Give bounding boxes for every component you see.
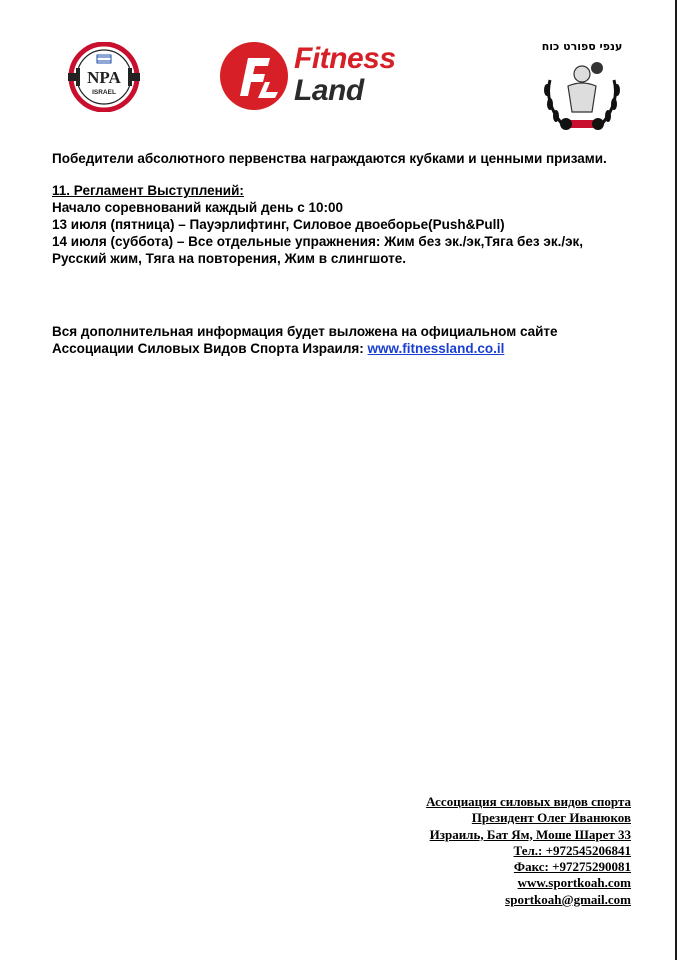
- signature-email-link[interactable]: sportkoah@gmail.com: [505, 891, 631, 907]
- signature-line: Израиль, Бат Ям, Моше Шарет 33: [429, 826, 631, 842]
- npa-israel-logo: [64, 42, 144, 112]
- schedule-line: Начало соревнований каждый день с 10:00: [52, 200, 344, 215]
- fitnessland-website-link[interactable]: www.fitnessland.co.il: [367, 341, 505, 356]
- fitness-land-logo: [218, 40, 418, 112]
- signature-website-link[interactable]: www.sportkoah.com: [517, 875, 631, 891]
- info-line-prefix: Ассоциации Силовых Видов Спорта Израиля:: [52, 341, 368, 356]
- signature-line: Президент Олег Иванюков: [471, 810, 631, 826]
- schedule-line: 13 июля (пятница) – Пауэрлифтинг, Силовое двоеборье(Push&Pull): [52, 217, 505, 232]
- section-title: 11. Регламент Выступлений:: [52, 183, 244, 198]
- schedule-line: 14 июля (суббота) – Все отдельные упражнения: Жим без эк./эк,Тяга без эк./эк,: [52, 234, 584, 249]
- schedule-line: Русский жим, Тяга на повторения, Жим в слингшоте.: [52, 251, 407, 266]
- emblem-hebrew-title: ענפי ספורט כוח: [541, 40, 623, 53]
- power-sports-emblem: [532, 40, 632, 136]
- fitness-land-line1: Fitness: [294, 42, 396, 75]
- signature-line: Ассоциация силовых видов спорта: [426, 794, 631, 809]
- prize-line: Победители абсолютного первенства награждаются кубками и ценными призами.: [52, 151, 607, 166]
- signature-line: Факс: +97275290081: [513, 859, 631, 875]
- npa-logo-subtext: ISRAEL: [92, 89, 116, 96]
- info-line-with-link: [52, 340, 504, 357]
- fitness-land-line2: Land: [294, 74, 364, 107]
- signature-line: Тел.: +972545206841: [513, 842, 631, 858]
- info-line: Вся дополнительная информация будет выложена на официальном сайте: [52, 324, 558, 339]
- npa-logo-text: NPA: [87, 68, 121, 87]
- signature-block: [426, 794, 631, 908]
